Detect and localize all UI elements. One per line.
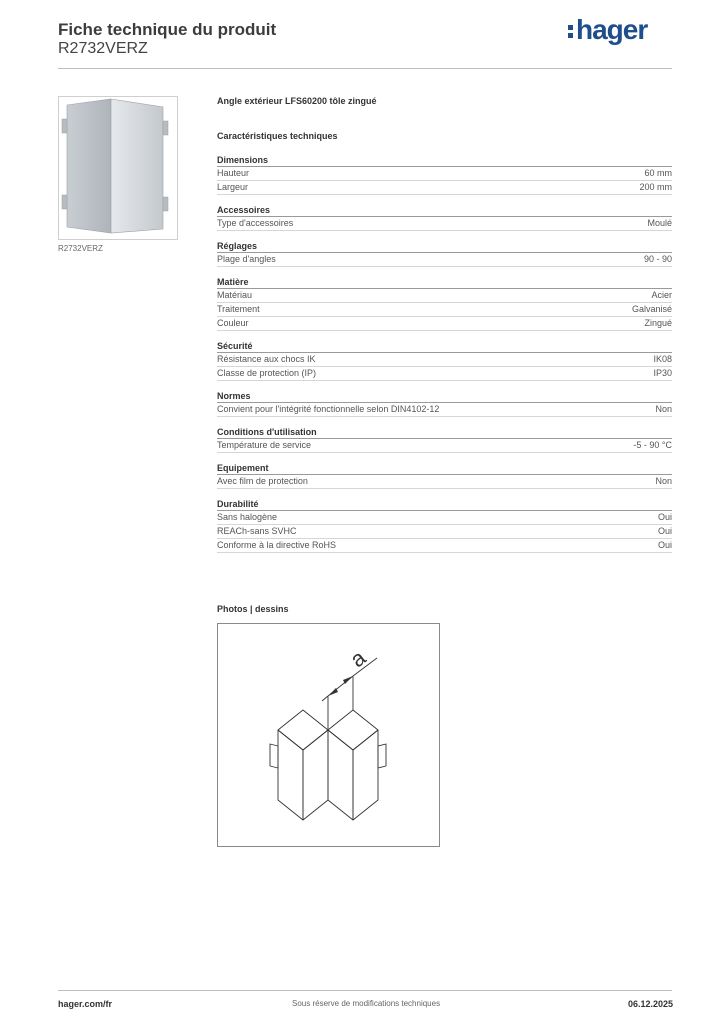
dimension-label-a: a [345,644,371,673]
spec-row [217,403,672,417]
spec-sections [217,154,672,562]
spec-label: Conforme à la directive RoHS [217,540,337,550]
spec-label: Type d'accessoires [217,218,294,228]
spec-row [217,253,672,267]
spec-label: Largeur [217,182,249,192]
spec-label: Couleur [217,318,249,328]
spec-label: Convient pour l'intégrité fonctionnelle selon DIN4102-12 [217,404,440,414]
spec-label: Sans halogène [217,512,278,522]
section-matiere [217,276,672,331]
section-dimensions [217,154,672,195]
page-title: Fiche technique du produit [58,20,277,39]
spec-label: Température de service [217,440,312,450]
spec-value: Non [655,404,672,414]
spec-row [217,217,672,231]
spec-label: Hauteur [217,168,250,178]
spec-label: Classe de protection (IP) [217,368,317,378]
header-divider [58,68,672,69]
spec-row [217,167,672,181]
spec-row [217,303,672,317]
spec-label: Matériau [217,290,253,300]
product-description: Angle extérieur LFS60200 tôle zingué [217,96,377,106]
section-title: Durabilité [217,498,672,511]
spec-row [217,317,672,331]
spec-label: Traitement [217,304,260,314]
spec-value: IK08 [653,354,672,364]
section-title: Accessoires [217,204,672,217]
section-title: Sécurité [217,340,672,353]
section-durabilite [217,498,672,553]
spec-row [217,367,672,381]
spec-row [217,289,672,303]
section-title: Dimensions [217,154,672,167]
product-reference: R2732VERZ [58,40,148,57]
spec-value: 60 mm [644,168,672,178]
section-reglages [217,240,672,267]
spec-row [217,511,672,525]
spec-value: Moulé [647,218,672,228]
footer-disclaimer: Sous réserve de modifications techniques [292,999,441,1008]
spec-row [217,439,672,453]
section-normes [217,390,672,417]
section-title: Equipement [217,462,672,475]
spec-value: Oui [657,526,672,536]
spec-row [217,525,672,539]
technical-drawing-image [218,624,439,846]
spec-value: 90 - 90 [643,254,672,264]
photo-caption: R2732VERZ [58,244,103,253]
logo-text: hager [576,14,648,45]
spec-row [217,181,672,195]
section-equipement [217,462,672,489]
section-title: Conditions d'utilisation [217,426,672,439]
spec-label: Avec film de protection [217,476,308,486]
spec-row [217,539,672,553]
photos-heading: Photos | dessins [217,604,289,614]
spec-label: REACh-sans SVHC [217,526,297,536]
technical-drawing [217,623,440,847]
section-title: Normes [217,390,672,403]
section-accessoires [217,204,672,231]
technical-characteristics-heading: Caractéristiques techniques [217,131,338,141]
spec-value: IP30 [653,368,672,378]
spec-value: Non [655,476,672,486]
spec-value: Acier [651,290,672,300]
section-title: Réglages [217,240,672,253]
spec-value: Zingué [644,318,672,328]
spec-row [217,475,672,489]
spec-label: Plage d'angles [217,254,276,264]
spec-value: Oui [657,512,672,522]
product-photo [58,96,178,240]
logo-dots-icon [568,21,574,41]
footer-divider [58,990,672,991]
spec-value: -5 - 90 °C [633,440,672,450]
footer-website-link[interactable]: hager.com/fr [58,999,113,1009]
spec-value: 200 mm [639,182,672,192]
spec-value: Oui [657,540,672,550]
spec-row [217,353,672,367]
spec-label: Résistance aux chocs IK [217,354,316,364]
product-photo-image [59,97,177,239]
hager-logo [568,14,647,46]
section-securite [217,340,672,381]
spec-value: Galvanisé [631,304,672,314]
section-conditions [217,426,672,453]
footer-date: 06.12.2025 [628,999,674,1009]
section-title: Matière [217,276,672,289]
